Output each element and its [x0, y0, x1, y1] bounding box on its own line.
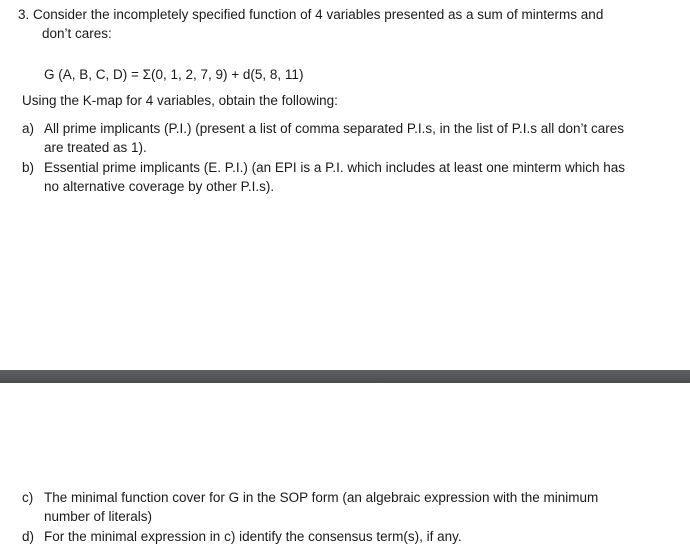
part-b-line2: no alternative coverage by other P.I.s).: [44, 179, 275, 194]
part-c-line1: The minimal function cover for G in the SOP form (an algebraic expression with the minimum: [44, 490, 599, 505]
part-b-label: b): [22, 160, 35, 175]
question-intro-line1: [18, 6, 603, 24]
question-intro-text: Consider the incompletely specified function of 4 variables presented as a sum of minterms and: [33, 7, 604, 22]
part-a-label: a): [22, 121, 35, 136]
part-a-line2: are treated as 1).: [44, 140, 147, 155]
page-divider: [0, 370, 690, 383]
part-c-label: c): [22, 490, 34, 505]
question-intro-line2: don’t cares:: [42, 26, 112, 41]
part-d-label: d): [22, 529, 35, 544]
function-definition: G (A, B, C, D) = Σ(0, 1, 2, 7, 9) + d(5, 8, 11): [44, 67, 304, 82]
part-c-line2: number of literals): [44, 509, 153, 524]
part-a-line1: All prime implicants (P.I.) (present a list of comma separated P.I.s, in the list of P.I.s all don’t cares: [44, 121, 624, 136]
question-number: 3.: [18, 7, 30, 22]
instruction-text: Using the K-map for 4 variables, obtain the following:: [22, 93, 338, 108]
part-b-line1: Essential prime implicants (E. P.I.) (an EPI is a P.I. which includes at least one minterm which has: [44, 160, 626, 175]
part-d-line1: For the minimal expression in c) identify the consensus term(s), if any.: [44, 529, 462, 544]
